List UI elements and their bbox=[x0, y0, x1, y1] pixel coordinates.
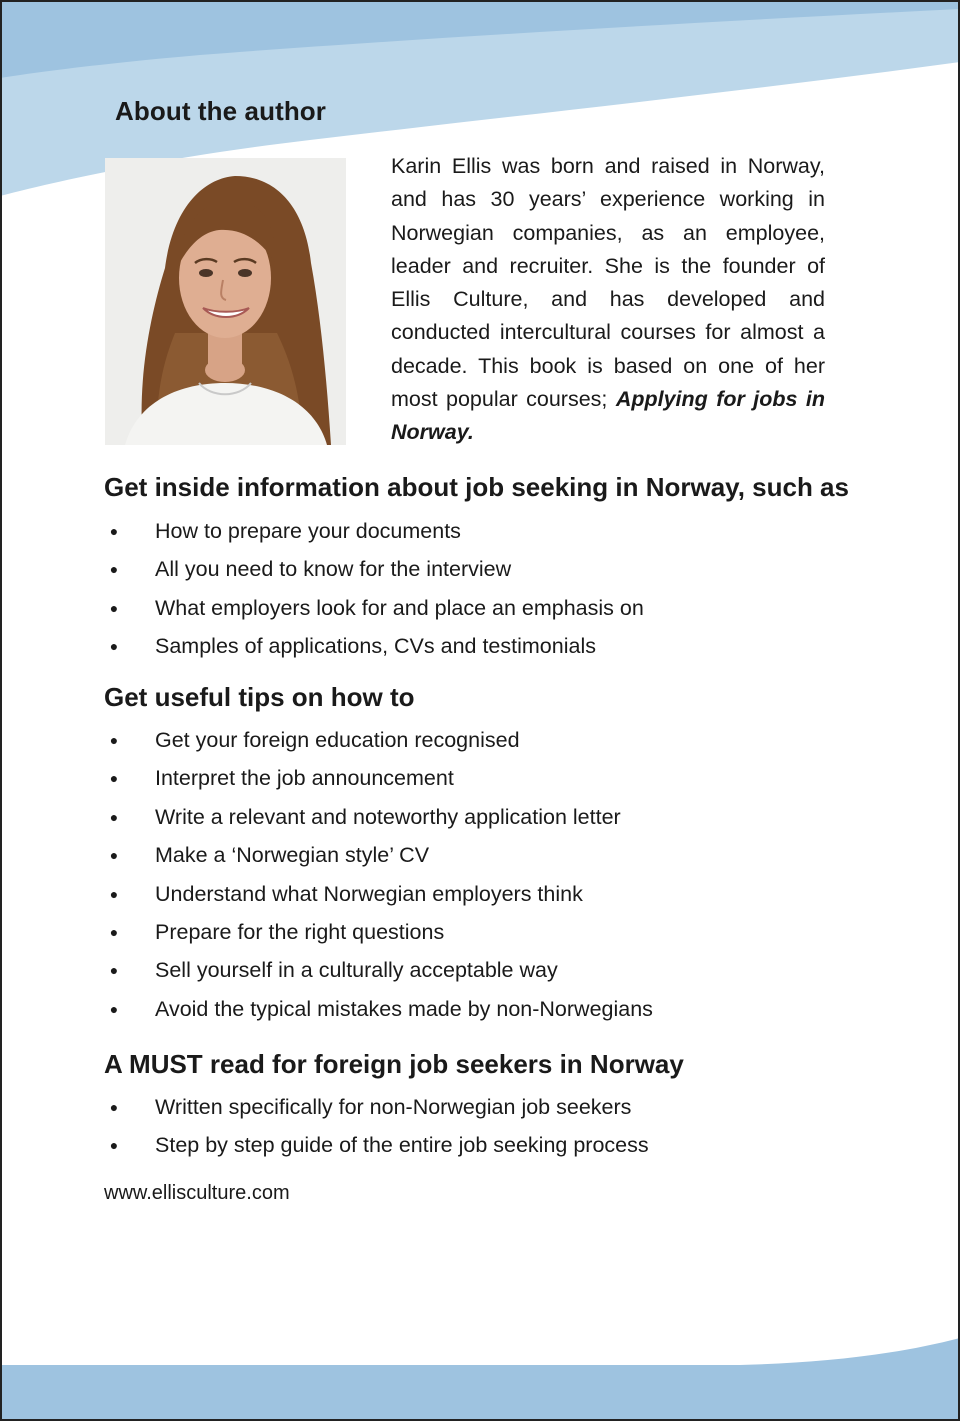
bullet-icon: ● bbox=[109, 770, 119, 787]
section-heading-useful-tips: Get useful tips on how to bbox=[104, 682, 415, 712]
bullet-icon: ● bbox=[109, 523, 119, 539]
section-heading-inside-info: Get inside information about job seeking in Norway, such as bbox=[104, 472, 849, 502]
bottom-wave-decoration bbox=[0, 1331, 960, 1421]
bullet-icon: ● bbox=[109, 847, 119, 864]
bullet-icon: ● bbox=[109, 885, 119, 902]
bullet-icon: ● bbox=[109, 923, 119, 940]
bullet-icon: ● bbox=[109, 1099, 119, 1115]
bullet-icon: ● bbox=[109, 808, 119, 825]
bullet-icon: ● bbox=[109, 638, 119, 655]
book-title: Applying for jobs in Norway. bbox=[391, 387, 825, 445]
author-bio bbox=[391, 150, 825, 450]
bullet-icon: ● bbox=[109, 1137, 119, 1154]
author-photo bbox=[105, 158, 346, 445]
author-bio-text: Karin Ellis was born and raised in Norway, and has 30 years’ experience working in Norwegian companies, as an employee, leader and recruiter. She is the founder of Ellis Culture, and has developed and conducted intercultural courses for almost a decade. This book is based on one of her most popular courses; bbox=[391, 154, 825, 412]
website-url[interactable]: www.ellisculture.com bbox=[104, 1182, 290, 1204]
about-author-heading: About the author bbox=[115, 96, 327, 126]
bullet-icon: ● bbox=[109, 732, 119, 748]
bullet-icon: ● bbox=[109, 962, 119, 979]
bullet-icon: ● bbox=[109, 599, 119, 616]
bullet-icon: ● bbox=[109, 561, 119, 578]
bullet-icon: ● bbox=[109, 1000, 119, 1017]
section-heading-must-read: A MUST read for foreign job seekers in Norway bbox=[104, 1049, 684, 1079]
